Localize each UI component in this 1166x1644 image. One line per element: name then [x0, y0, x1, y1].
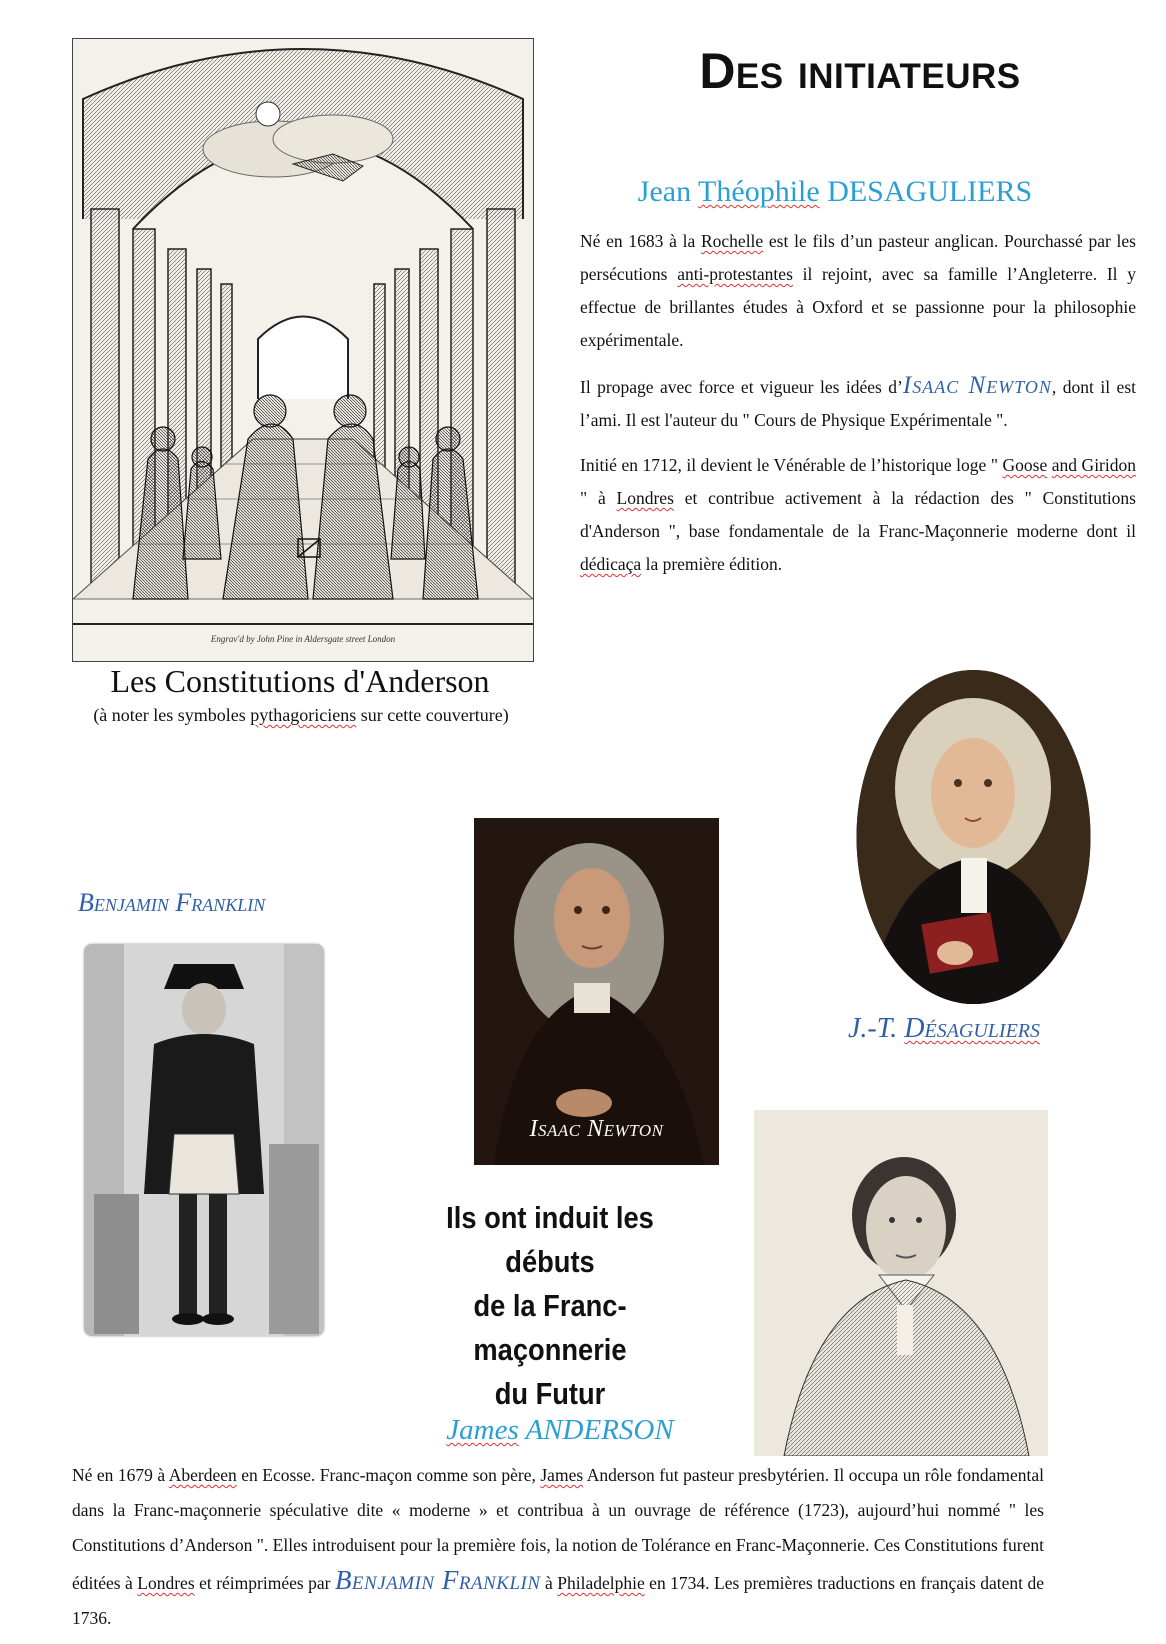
franklin-name: Benjamin Franklin [334, 1565, 541, 1595]
text-run: en 1734. Les premières traductions en français datent de 1736. [72, 1573, 1044, 1628]
anderson-heading-flagged: James [446, 1414, 519, 1446]
newton-name: Isaac Newton [902, 372, 1052, 399]
text-run: et contribue activement à la rédaction des " Constitutions d'Anderson ", base fondamentale de la Franc-Maçonnerie moderne dont il [580, 488, 1136, 541]
text-run: Il propage avec force et vigueur les idées d’ [580, 377, 903, 397]
label-flagged: Désaguliers [904, 1013, 1041, 1044]
desaguliers-paragraph-1 [580, 225, 1136, 357]
flagged-word: Londres [616, 488, 674, 508]
newton-portrait [474, 818, 719, 1165]
constitutions-note [56, 705, 546, 726]
note-prefix: (à noter les symboles [93, 705, 251, 725]
text-run: Né en 1679 à [72, 1465, 169, 1485]
text-run: à [540, 1573, 558, 1593]
desaguliers-paragraph-2 [580, 369, 1136, 437]
text-run: il rejoint, avec sa famille l’Angleterre. Il y effectue de brillantes études à Oxford et se passionne pour la philosophie expérimentale. [580, 264, 1137, 350]
flagged-word: James [540, 1465, 584, 1485]
franklin-label: Benjamin Franklin [78, 888, 266, 917]
desaguliers-portrait [855, 668, 1092, 1006]
text-run: Anderson fut pasteur presbytérien. Il occupa un rôle fondamental dans la Franc-maçonnerie spéculative dite « moderne » et contribua à un ouvrage de référence (1723), aujourd’hui nommé " les Constitutions d’Anderson ". Elles introduisent pour la première fois, la notion de Tolérance en Franc-Maçonnerie. Ces Constitutions furent éditées à [72, 1465, 1044, 1593]
text-run: " à [580, 488, 617, 508]
desaguliers-portrait-label [848, 1013, 1040, 1045]
desaguliers-heading [600, 175, 1070, 209]
flagged-word: Londres [137, 1573, 195, 1593]
constitutions-engraving [72, 38, 534, 662]
desaguliers-bio [580, 225, 1136, 593]
flagged-word: and Giridon [1051, 455, 1136, 475]
slogan-line-3: du Futur [494, 1376, 606, 1411]
text-run: en Ecosse. Franc-maçon comme son père, [236, 1465, 541, 1485]
flagged-word: dédicaça [580, 554, 642, 574]
text-run: Initié en 1712, il devient le Vénérable de l’historique loge " [580, 455, 1003, 475]
text-run: , dont il est l’ami. Il est l'auteur du " Cours de Physique Expérimentale ". [580, 377, 1136, 430]
desaguliers-heading-first: Jean [637, 175, 699, 208]
slogan [400, 1196, 699, 1416]
flagged-word: Rochelle [700, 231, 764, 251]
anderson-heading [440, 1414, 680, 1447]
flagged-word: Philadelphie [557, 1573, 645, 1593]
newton-portrait-label: Isaac Newton [529, 1116, 664, 1142]
desaguliers-heading-last: DESAGULIERS [819, 175, 1033, 208]
note-suffix: sur cette couverture) [356, 705, 509, 725]
slogan-line-2: de la Franc-maçonnerie [473, 1288, 627, 1367]
engraving-credit: Engrav'd by John Pine in Aldersgate street London [210, 634, 396, 644]
note-flagged-word: pythagoriciens [250, 705, 357, 725]
franklin-portrait [84, 944, 324, 1336]
anderson-bio [72, 1458, 1044, 1636]
text-run: et réimprimées par [194, 1573, 335, 1593]
constitutions-caption: Les Constitutions d'Anderson [110, 663, 490, 699]
flagged-word: Goose [1002, 455, 1048, 475]
flagged-word: anti-protestantes [677, 264, 793, 284]
page-title: Des initiateurs [699, 43, 1021, 99]
label-prefix: J.-T. [848, 1013, 905, 1044]
desaguliers-heading-flagged: Théophile [698, 175, 820, 208]
anderson-portrait [754, 1110, 1048, 1456]
engraving-illustration [73, 39, 533, 661]
text-run: est le fils d’un pasteur anglican. Pourchassé par les persécutions [580, 231, 1136, 284]
text-run: la première édition. [641, 554, 783, 574]
slogan-line-1: Ils ont induit les débuts [446, 1200, 654, 1279]
anderson-heading-last: ANDERSON [518, 1414, 674, 1446]
flagged-word: Aberdeen [168, 1465, 237, 1485]
text-run: Né en 1683 à la [580, 231, 701, 251]
desaguliers-paragraph-3 [580, 449, 1136, 581]
